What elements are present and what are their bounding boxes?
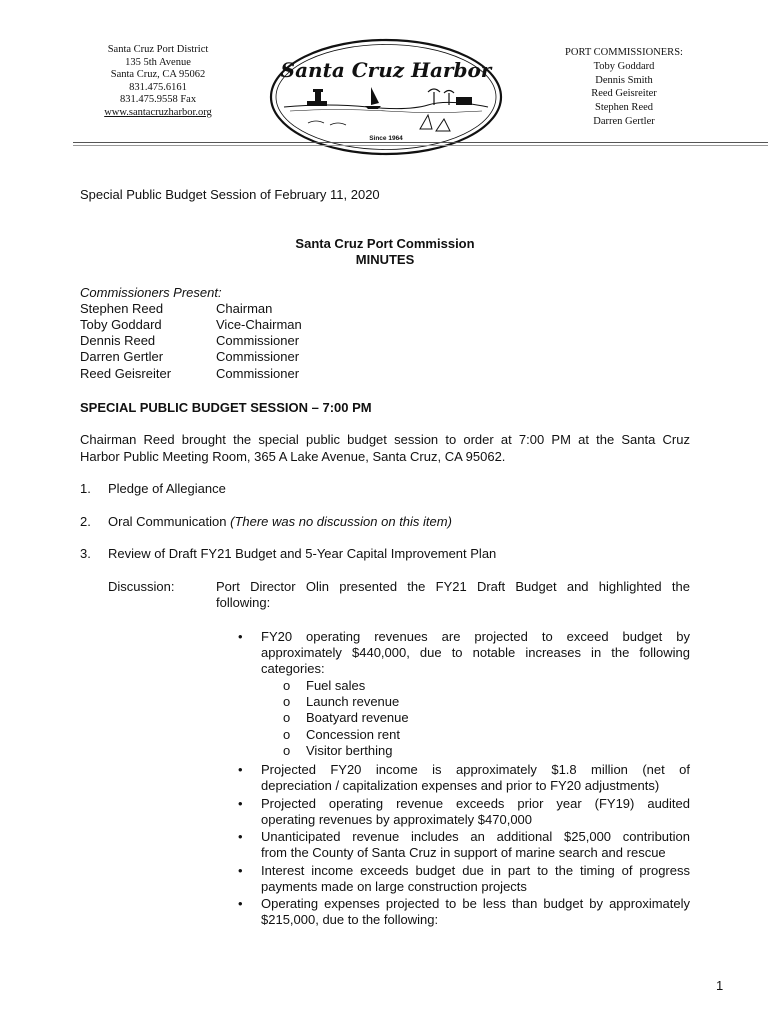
item-title: Review of Draft FY21 Budget and 5-Year Capital Improvement Plan — [108, 546, 497, 561]
sub-bullet-marker: o — [283, 743, 291, 758]
commissioners-list-header — [540, 46, 708, 129]
revenue-category: Launch revenue — [306, 694, 400, 709]
revenue-category: Boatyard revenue — [306, 710, 409, 725]
bullet-marker: • — [238, 863, 243, 878]
header-divider-thin — [73, 145, 768, 146]
commissioner-present-name: Dennis Reed — [80, 333, 156, 348]
logo-since: Since 1964 — [369, 135, 403, 142]
bullet-line: FY20 operating revenues are projected to exceed budget by — [261, 629, 690, 644]
commissioner-present-role: Commissioner — [216, 333, 300, 348]
session-title: Special Public Budget Session of February 11, 2020 — [80, 187, 380, 202]
item-number: 3. — [80, 546, 91, 561]
district-website-link[interactable]: www.santacruzharbor.org — [104, 106, 212, 118]
district-fax: 831.475.9558 Fax — [119, 94, 197, 105]
item-number: 1. — [80, 481, 91, 496]
item-title: Pledge of Allegiance — [108, 481, 226, 496]
district-phone: 831.475.6161 — [129, 81, 187, 93]
minutes-title: MINUTES — [355, 252, 415, 267]
commissioner-present-role: Commissioner — [216, 366, 300, 381]
commissioner-present-name: Reed Geisreiter — [80, 366, 172, 381]
revenue-category: Concession rent — [306, 727, 400, 742]
bullet-line: depreciation / capitalization expenses and prior to FY20 adjustments) — [261, 778, 660, 793]
commissioner-name: Toby Goddard — [593, 60, 655, 72]
commissioner-name: Reed Geisreiter — [591, 88, 657, 100]
bullet-line: payments made on large construction projects — [261, 879, 527, 894]
bullet-line: from the County of Santa Cruz in support of marine search and rescue — [261, 845, 666, 860]
item-number: 2. — [80, 514, 91, 529]
discussion-line: Port Director Olin presented the FY21 Draft Budget and highlighted the — [216, 579, 690, 594]
discussion-label: Discussion: — [108, 579, 175, 594]
page-number: 1 — [716, 978, 724, 993]
commissioner-present-name: Darren Gertler — [80, 349, 164, 364]
district-city: Santa Cruz, CA 95062 — [110, 69, 206, 80]
org-title: Santa Cruz Port Commission — [295, 236, 475, 251]
port-commissioners-label: PORT COMMISSIONERS: — [565, 47, 683, 58]
bullet-marker: • — [238, 796, 243, 811]
discussion-line: following: — [216, 595, 271, 610]
commissioners-present-heading: Commissioners Present: — [80, 285, 222, 300]
sub-bullet-marker: o — [283, 678, 291, 693]
santa-cruz-harbor-logo — [268, 37, 504, 157]
revenue-category: Fuel sales — [306, 678, 366, 693]
intro-paragraph-line: Harbor Public Meeting Room, 365 A Lake Avenue, Santa Cruz, CA 95062. — [80, 449, 506, 464]
commissioner-present-role: Chairman — [216, 301, 273, 316]
commissioner-present-role: Vice-Chairman — [216, 317, 302, 332]
bullet-line: operating revenues by approximately $470,000 — [261, 812, 533, 827]
section-heading: SPECIAL PUBLIC BUDGET SESSION – 7:00 PM — [80, 400, 372, 415]
logo-title: Santa Cruz Harbor — [280, 58, 492, 82]
commissioner-name: Dennis Smith — [595, 74, 653, 86]
bullet-line: Operating expenses projected to be less than budget by approximately — [261, 896, 690, 911]
commissioner-present-name: Stephen Reed — [80, 301, 164, 316]
sub-bullet-marker: o — [283, 694, 291, 709]
intro-paragraph-line: Chairman Reed brought the special public budget session to order at 7:00 PM at the Santa Cruz — [80, 432, 690, 447]
bullet-line: Projected operating revenue exceeds prior year (FY19) audited — [261, 796, 690, 811]
bullet-marker: • — [238, 896, 243, 911]
district-name: Santa Cruz Port District — [107, 44, 209, 55]
bullet-marker: • — [238, 629, 243, 644]
revenue-category: Visitor berthing — [306, 743, 393, 758]
district-address-block — [78, 44, 238, 119]
bullet-line: categories: — [261, 661, 325, 676]
item-title: Oral Communication (There was no discussion on this item) — [108, 514, 452, 529]
bullet-marker: • — [238, 762, 243, 777]
bullet-line: Projected FY20 income is approximately $1.8 million (net of — [261, 762, 690, 777]
sub-bullet-marker: o — [283, 710, 291, 725]
bullet-line: Interest income exceeds budget due in part to the timing of progress — [261, 863, 690, 878]
bullet-line: $215,000, due to the following: — [261, 912, 439, 927]
commissioner-name: Darren Gertler — [593, 115, 655, 127]
bullet-line: Unanticipated revenue includes an additional $25,000 contribution — [261, 829, 690, 844]
commissioner-present-role: Commissioner — [216, 349, 300, 364]
bullet-marker: • — [238, 829, 243, 844]
bullet-line: approximately $440,000, due to notable increases in the following — [261, 645, 690, 660]
commissioner-present-name: Toby Goddard — [80, 317, 162, 332]
commissioner-name: Stephen Reed — [594, 102, 654, 114]
district-street: 135 5th Avenue — [125, 56, 191, 68]
item-note: (There was no discussion on this item) — [230, 514, 452, 529]
sub-bullet-marker: o — [283, 727, 291, 742]
header-divider — [73, 142, 768, 143]
